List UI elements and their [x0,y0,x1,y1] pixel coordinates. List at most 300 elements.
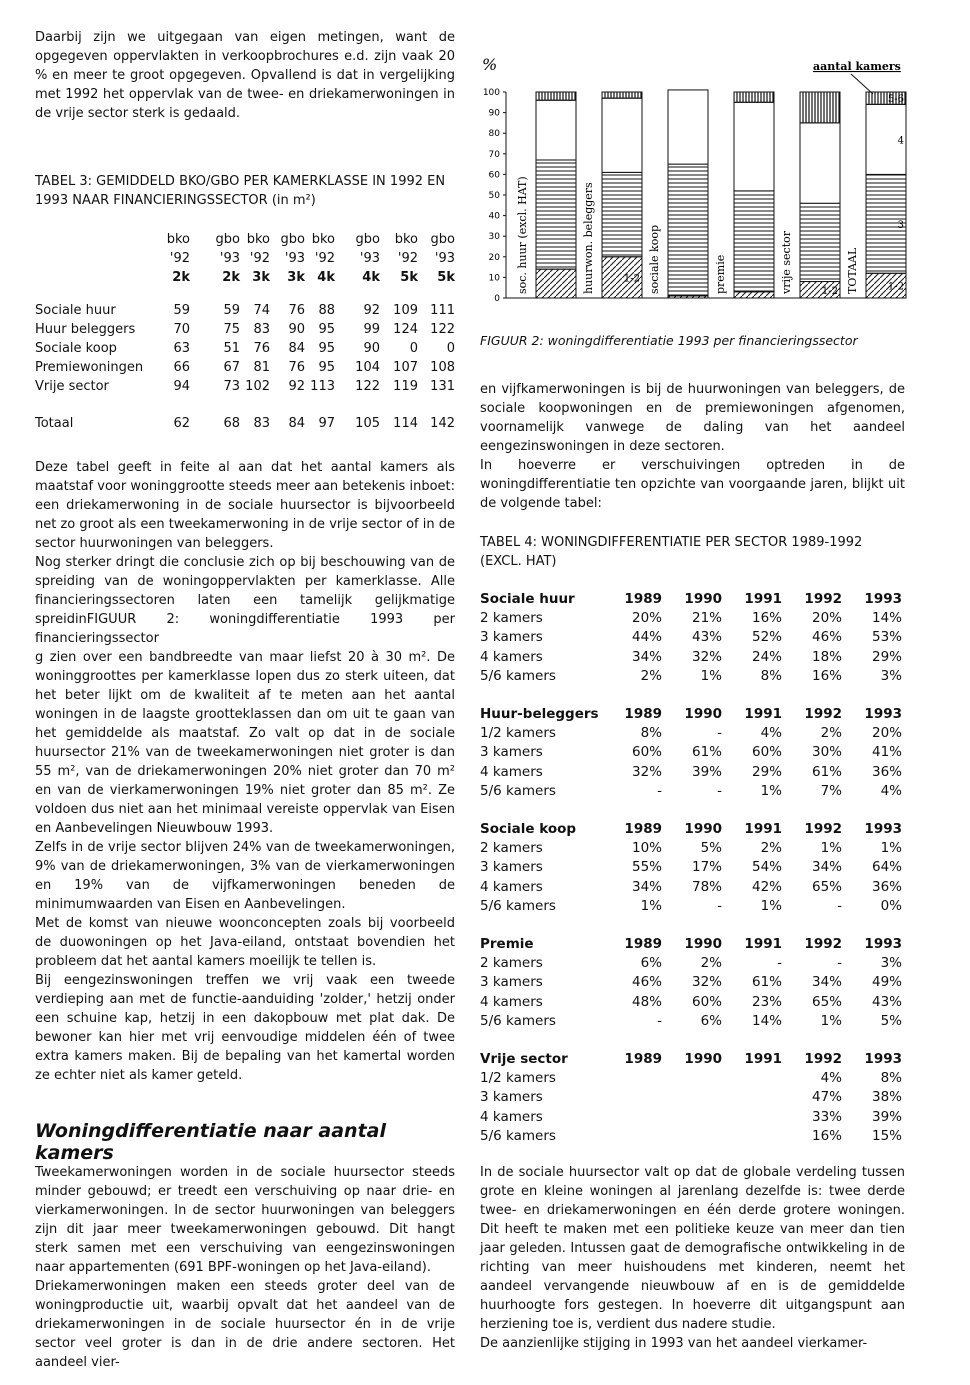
table4-cell: 48% [631,993,662,1010]
table4-cell: 16% [751,610,782,627]
left-paragraph: Bij eengezinswoningen treffen we vrij vaak een tweede verdieping aan met de functie-aanduiding 'zolder,' hetzij onder een schuine kap, hetzij in een dakopbouw met plat dak. De bewoner kan hier met vrij eenvoudige middelen één of twee extra kamers maken. Bij de bepaling van het kamertal worden ze echter niet als kamer geteld. [35,973,455,1083]
table4-cell: 1% [640,897,662,914]
table4-row-label: 2 kamers [480,955,543,972]
y-tick-label: 40 [488,211,500,222]
left-paragraph: Zelfs in de vrije sector blijven 24% van de tweekamerwoningen, 9% van de driekamerwoningen, 3% van de vierkamerwoningen en 19% van de vijfkamerwoningen beneden de minimumwaarden van Eisen en Aanbevelingen. [35,840,455,912]
table4-row-label: 5/6 kamers [480,1127,556,1144]
table4-row-label: 1/2 kamers [480,1070,556,1087]
table4-row [480,724,902,743]
table4-cell: 0% [880,897,902,914]
table4-row [480,993,902,1012]
table4-row-label: 2 kamers [480,610,543,627]
table4-cell: 65% [811,878,842,895]
table4-cell: 46% [631,974,662,991]
segment-label: 1-2 [623,273,640,285]
table4-row [480,973,902,992]
segment-label: 3 [897,219,904,231]
table4-cell: - [717,782,722,799]
table3-row [35,339,455,358]
table3-cell: 92 [363,303,380,318]
table4-cell: 78% [691,878,722,895]
table4-row-label: 3 kamers [480,1089,543,1106]
table4-cell [602,1069,662,1088]
table4-cell: 6% [700,1012,722,1029]
table3-row [35,358,455,377]
table4-year-header: 1991 [744,706,782,723]
table3-cell: 104 [355,360,380,375]
table4-year-header: 1990 [684,1051,722,1068]
table3-total-cell: 83 [253,416,270,431]
y-tick-label: 80 [488,129,500,140]
table4-cell: 34% [631,648,662,665]
table3-header-cell: 5k [400,270,418,285]
table4-row [480,667,902,686]
table3-total-row [35,414,455,433]
table4-row [480,1069,902,1088]
y-tick-label: 50 [488,191,500,201]
table4-year-header: 1990 [684,936,722,953]
table4-cell: 32% [631,763,662,780]
table4-section-header [480,705,902,724]
table4-cell [662,1088,722,1107]
table4-cell: 8% [640,725,662,742]
table3-total-cell: 97 [318,416,335,431]
y-tick-label: 20 [488,252,500,263]
table4-row-label: 1/2 kamers [480,725,556,742]
table3-total-cell: 62 [173,416,190,431]
table4-year-header: 1991 [744,1051,782,1068]
table4-cell: 60% [751,744,782,761]
table3-cell: 95 [318,322,335,337]
table4-year-header: 1989 [624,1051,662,1068]
table3-cell: 81 [253,360,270,375]
left-paragraph: g zien over een bandbreedte van maar liefst 20 à 30 m². De woninggroottes per kamerklasse lopen dus zo sterk uiteen, dat het beter lijkt om de kwaliteit af te meten aan het aantal woningen in de laagste grootteklassen dan om uit te gaan van het gemiddelde als maatstaf. Zo valt op dat in de sociale huursector 21% van de tweekamerwoningen niet groter is dan 55 m², van de driekamerwoningen 20% niet groter dan 70 m² en van de vierkamerwoningen 19% niet groter dan 85 m². Ze voldoen dus niet aan het minimaal vereiste oppervlak van Eisen en Aanbevelingen Nieuwbouw 1993. [35,650,455,836]
table4-cell: 18% [811,648,842,665]
table3-header-cell: 2k [222,270,240,285]
section-heading-wrap [35,1120,465,1164]
left-text [35,458,455,1085]
table4-cell: 52% [751,629,782,646]
bar-category-label: premie [714,254,727,294]
bar-segment-4 [800,123,840,203]
table4-cell: 29% [871,648,902,665]
table3-cell: 59 [223,303,240,318]
table4-cell: 36% [871,878,902,895]
table4-section-header [480,935,902,954]
table4-row [480,1127,902,1146]
table4-cell [722,1088,782,1107]
table4-cell: 61% [811,763,842,780]
table4-cell: 41% [871,744,902,761]
table3-header-cell: 4k [362,270,380,285]
table4-cell: 61% [691,744,722,761]
table4-year-header: 1993 [864,821,902,838]
bar-category-label: TOTAAL [846,247,859,294]
table3-header-cell: '92 [397,251,418,266]
table4-cell: 4% [760,725,782,742]
table4-cell: 32% [691,974,722,991]
table4-cell: - [657,1012,662,1029]
bottom-right-paragraph: In de sociale huursector valt op dat de globale verdeling tussen grote en kleine woningen al jarenlang dezelfde is: twee derde twee- en driekamerwoningen en één derde grotere woningen. Dit heeft te maken met een politieke keuze van meer dan tien jaar geleden. Intussen gaat de demografische ontwikkeling in de richting van meer huishoudens met kinderen, neemt het aandeel vervangende nieuwbouw af en is de gemiddelde huurhoogte fors gestegen. In hoeverre dit uitgangspunt aan herziening toe is, verdient dus nadere studie. [480,1165,905,1332]
table4-cell: 20% [631,610,662,627]
table3-cell: 95 [318,341,335,356]
table4-row-label: 5/6 kamers [480,897,556,914]
bar-segment-4 [536,100,576,160]
table4-row-label: 3 kamers [480,629,543,646]
table3-empty-cell [35,268,160,287]
table4-row-label: 4 kamers [480,878,543,895]
table4-cell: 14% [871,610,902,627]
table4-cell: 20% [871,725,902,742]
table3-header-cell: bko [166,232,190,247]
table4-row [480,954,902,973]
table3-cell: 99 [363,322,380,337]
intro-paragraph: Daarbij zijn we uitgegaan van eigen metingen, want de opgegeven oppervlakten in verkoopbrochures e.d. zijn vaak 20 % en meer te groot opgegeven. Opvallend is dat in vergelijking met 1992 het oppervlak van de twee- en driekamerwoningen in de vrije sector sterk is gedaald. [35,30,455,121]
table4-cell: 3% [880,955,902,972]
table3-row [35,320,455,339]
table3-header-row [35,268,455,287]
table4-cell: - [717,897,722,914]
table4-cell [602,1127,662,1146]
table3-header-cell: 3k [252,270,270,285]
table4-cell: - [837,897,842,914]
table3-header-cell: gbo [215,232,240,247]
y-tick-label: 60 [488,170,500,181]
table3-header-cell: gbo [430,232,455,247]
table3-cell: 90 [363,341,380,356]
table3-cell: 108 [430,360,455,375]
y-tick-label: 90 [488,108,500,119]
table4-cell: 2% [820,725,842,742]
table4-section-header [480,1050,902,1069]
table3-row [35,301,455,320]
stacked-bar-chart [478,50,908,310]
table4-cell: 34% [811,974,842,991]
table4-row-label: 4 kamers [480,1108,543,1125]
table3-total-label: Totaal [35,416,74,431]
table3-cell: 90 [288,322,305,337]
table4-year-header: 1989 [624,591,662,607]
table3-cell: 95 [318,360,335,375]
figure-2 [478,50,908,350]
table4-cell: 61% [751,974,782,991]
table3-cell: 73 [223,379,240,394]
table3-header-cell: bko [246,232,270,247]
table4-row [480,628,902,647]
table3-header-cell: '92 [249,251,270,266]
table3-cell: 59 [173,303,190,318]
table3-header-cell: '93 [359,251,380,266]
table3-row-label: Sociale koop [35,341,117,356]
right-paragraph: en vijfkamerwoningen is bij de huurwoningen van beleggers, de sociale koopwoningen en de premiewoningen afgenomen, voornamelijk vanwege de daling van het aandeel eengezinswoningen in deze sectoren. [480,382,905,454]
table4-section-name: Vrije sector [480,1051,568,1068]
table4-year-header: 1990 [684,706,722,723]
table4-cell [722,1108,782,1127]
table4-row [480,648,902,667]
table3-total-cell: 114 [393,416,418,431]
table3-cell: 111 [430,303,455,318]
table4-cell: 5% [880,1012,902,1029]
table4-year-header: 1992 [804,1051,842,1068]
y-unit-label: % [482,55,498,74]
table4-row [480,839,902,858]
table4-year-header: 1989 [624,821,662,838]
table3-header-cell: '92 [314,251,335,266]
table3-header-cell: bko [311,232,335,247]
table3-header-cell: '93 [434,251,455,266]
table4-cell: 1% [760,782,782,799]
table4-cell: 39% [691,763,722,780]
table4-cell [662,1127,722,1146]
bar-segment-4 [668,90,708,164]
table3-cell: 131 [430,379,455,394]
table3-cell: 76 [253,341,270,356]
table4-cell [602,1088,662,1107]
table3-empty-cell [35,230,160,249]
table3-row-label: Sociale huur [35,303,116,318]
table4-cell: 44% [631,629,662,646]
table4-cell: 43% [871,993,902,1010]
table4-cell: 24% [751,648,782,665]
table4-row-label: 4 kamers [480,763,543,780]
table4-cell [662,1108,722,1127]
table3-cell: 0 [409,341,418,356]
table4-row [480,1088,902,1107]
bottom-left-paragraph: Tweekamerwoningen worden in de sociale huursector steeds minder gebouwd; er treedt een verschuiving op naar drie- en vierkamerwoningen. In de sector huurwoningen van beleggers zijn dit jaar meer tweekamerwoningen gebouwd. Dit hangt sterk samen met een verschuiving van eengezinswoningen naar appartementen (691 BPF-woningen op het Java-eiland). [35,1165,455,1275]
table3-cell: 102 [245,379,270,394]
table4-cell: 65% [811,993,842,1010]
figure-caption: FIGUUR 2: woningdifferentiatie 1993 per financieringssector [480,333,858,348]
bottom-left-text [35,1163,455,1372]
table4-row-label: 3 kamers [480,974,543,991]
table3-cell: 66 [173,360,190,375]
table4-year-header: 1989 [624,936,662,953]
table3-header-cell: 4k [317,270,335,285]
table4-cell: 30% [811,744,842,761]
table4-cell: 21% [691,610,722,627]
table3-total-cell: 84 [288,416,305,431]
right-paragraph: In hoeverre er verschuivingen optreden in de woningdifferentiatie ten opzichte van voorgaande jaren, blijkt uit de volgende tabel: [480,458,905,511]
table4-cell: 16% [811,667,842,684]
table4-cell: 6% [640,955,662,972]
table4-row [480,763,902,782]
table4-cell: 43% [691,629,722,646]
bar-segment-5-6 [602,92,642,98]
table3-header-cell: '93 [219,251,240,266]
table4-section-name: Premie [480,936,534,953]
table3-header-cell: '92 [169,251,190,266]
segment-label: 5-6 [887,94,904,106]
table4-cell: 36% [871,763,902,780]
table3-header-cell: 3k [287,270,305,285]
table3-cell: 122 [355,379,380,394]
table4-caption: TABEL 4: WONINGDIFFERENTIATIE PER SECTOR 1989-1992 (EXCL. HAT) [480,535,863,569]
table4-year-header: 1991 [744,936,782,953]
table4-year-header: 1993 [864,1051,902,1068]
table3-cell: 107 [393,360,418,375]
table4-year-header: 1993 [864,936,902,953]
table3-cell: 84 [288,341,305,356]
segment-label: 4 [897,135,904,147]
bar-segment-5-6 [800,92,840,123]
table3-cell: 74 [253,303,270,318]
table4-cell: 39% [871,1108,902,1125]
table4-cell: 60% [631,744,662,761]
table4-section-name: Sociale huur [480,591,575,607]
table4-year-header: 1990 [684,821,722,838]
table4-row [480,878,902,897]
table3-cell: 113 [310,379,335,394]
table4-cell: 10% [631,840,662,857]
table4-year-header: 1991 [744,591,782,607]
table4-cell: 64% [871,859,902,876]
bar-segment-1-2 [536,269,576,298]
table4-cell: 8% [880,1070,902,1087]
bar-category-label: vrije sector [780,230,793,294]
table4-row-label: 3 kamers [480,859,543,876]
table4-row [480,1012,902,1031]
table4 [480,590,902,1146]
table3-cell: 109 [393,303,418,318]
table3-cell: 0 [446,341,455,356]
table3-total-cell: 142 [430,416,455,431]
table4-section-header [480,820,902,839]
table3-cell: 94 [173,379,190,394]
table4-cell: 2% [760,840,782,857]
bar-segment-1-2 [734,292,774,298]
table4-section-name: Sociale koop [480,821,577,838]
bottom-right-text [480,1163,905,1353]
table4-cell: 34% [811,859,842,876]
table4-cell: 33% [811,1108,842,1125]
table4-year-header: 1992 [804,591,842,607]
table4-cell: 14% [751,1012,782,1029]
y-tick-label: 70 [488,149,500,160]
segment-label: 1-2 [887,281,904,293]
table4-cell [662,1069,722,1088]
y-tick-label: 0 [494,294,500,304]
table3-cell: 70 [173,322,190,337]
table4-row-label: 5/6 kamers [480,667,556,684]
table4-cell: - [837,955,842,972]
table4-row-label: 5/6 kamers [480,782,556,799]
table4-year-header: 1991 [744,821,782,838]
table3-cell: 122 [430,322,455,337]
table4-section-header [480,590,902,609]
table4-cell [722,1069,782,1088]
bar-segment-3 [800,203,840,281]
bottom-left-paragraph: Driekamerwoningen maken een steeds groter deel van de woningproductie uit, waarbij opvalt dat het aandeel van de driekamerwoningen in de sociale huursector én in de vrije sector veel groter is dan in de drie andere sectoren. Het aandeel vier- [35,1279,455,1370]
table4-cell: 5% [700,840,722,857]
bar-segment-3 [668,164,708,296]
table3-cell: 63 [173,341,190,356]
table4-cell: 20% [811,610,842,627]
left-paragraph: Met de komst van nieuwe woonconcepten zoals bij voorbeeld de duowoningen op het Java-eiland, ontstaat bovendien het probleem dat het aantal kamers moeilijk te tellen is. [35,916,455,969]
table4-cell: 16% [811,1127,842,1144]
legend-pointer [851,74,873,94]
table4-year-header: 1993 [864,591,902,607]
table4-cell: 53% [871,629,902,646]
table4-cell: - [717,725,722,742]
table3-cell: 92 [288,379,305,394]
table3-row [35,377,455,396]
section-heading: Woningdifferentiatie naar aantal kamers [35,1120,386,1164]
table3-empty-cell [35,249,160,268]
table4-cell: 2% [700,955,722,972]
table4-cell: 1% [880,840,902,857]
table4-cell: 23% [751,993,782,1010]
table4-year-header: 1992 [804,821,842,838]
table4-cell: 3% [880,667,902,684]
table3-total-cell: 105 [355,416,380,431]
bar-segment-5-6 [536,92,576,100]
table3-header-cell: '93 [284,251,305,266]
bar-segment-5-6 [734,92,774,102]
legend-title: aantal kamers [813,60,901,73]
bar-category-label: soc. huur (excl. HAT) [516,176,529,294]
table4-row [480,897,902,916]
bottom-right-paragraph: De aanzienlijke stijging in 1993 van het aandeel vierkamer- [480,1336,868,1351]
table4-cell: 1% [700,667,722,684]
table3-header-cell: gbo [280,232,305,247]
y-tick-label: 30 [488,232,500,243]
table4-cell: 32% [691,648,722,665]
left-paragraph: Nog sterker dringt die conclusie zich op bij beschouwing van de spreiding van de woningoppervlakten per kamerklasse. Alle financieringssectoren laten een tamelijk gelijkmatige spreidinFIGUUR 2: woningdifferentiatie 1993 per financieringssector [35,555,455,646]
table3-header-row [35,249,455,268]
table3-caption: TABEL 3: GEMIDDELD BKO/GBO PER KAMERKLASSE IN 1992 EN 1993 NAAR FINANCIERINGSSECTOR (in m²) [35,174,446,208]
table4-row [480,858,902,877]
table3-cell: 76 [288,303,305,318]
table4-year-header: 1992 [804,706,842,723]
right-text [480,380,905,513]
table3 [35,230,455,433]
table4-cell: 15% [871,1127,902,1144]
table4-row-label: 5/6 kamers [480,1012,556,1029]
table4-row [480,743,902,762]
table4-cell: 17% [691,859,722,876]
table4-row [480,1108,902,1127]
table3-header-row [35,230,455,249]
table3-cell: 51 [223,341,240,356]
table4-cell: 4% [820,1070,842,1087]
table3-header-cell: bko [394,232,418,247]
table4-cell: 47% [811,1089,842,1106]
table4-cell: 49% [871,974,902,991]
table4-cell: 46% [811,629,842,646]
table4-cell: 1% [820,1012,842,1029]
left-paragraph: Deze tabel geeft in feite al aan dat het aantal kamers als maatstaf voor woninggrootte steeds meer aan betekenis inboet: een driekamerwoning in de sociale huursector is bijvoorbeeld net zo groot als een tweekamerwoning in de vrije sector of in de sector huurwoningen van beleggers. [35,460,455,551]
table4-row [480,609,902,628]
table3-cell: 83 [253,322,270,337]
table4-row-label: 4 kamers [480,648,543,665]
table4-year-header: 1992 [804,936,842,953]
table4-cell: - [777,955,782,972]
table3-row-label: Premiewoningen [35,360,144,375]
table4-cell: - [657,782,662,799]
table4-year-header: 1989 [624,706,662,723]
table4-row [480,782,902,801]
table4-row-label: 2 kamers [480,840,543,857]
table4-cell: 55% [631,859,662,876]
table3-row-label: Vrije sector [35,379,109,394]
table4-cell: 1% [820,840,842,857]
bar-segment-4 [602,98,642,172]
table4-row-label: 3 kamers [480,744,543,761]
y-tick-label: 10 [488,273,500,284]
table4-cell: 60% [691,993,722,1010]
segment-label: 1-2 [821,285,838,297]
table4-year-header: 1993 [864,706,902,723]
